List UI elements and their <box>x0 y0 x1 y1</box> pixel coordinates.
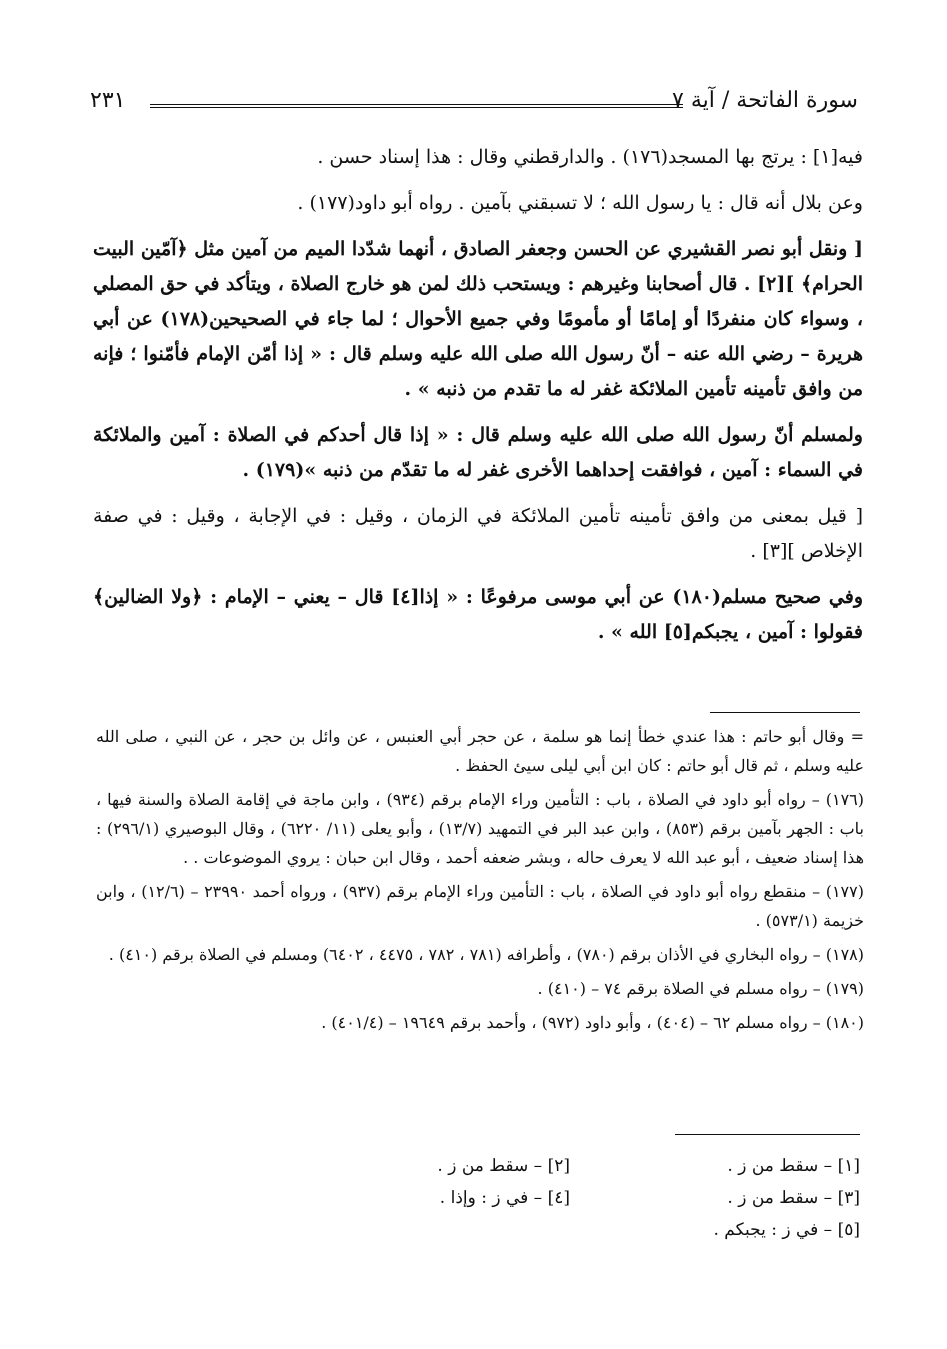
editor-notes-row <box>280 1182 860 1214</box>
footnote-rule <box>710 712 860 713</box>
header-rule <box>150 104 683 108</box>
paragraph: [ قيل بمعنى من وافق تأمينه تأمين الملائكة في الزمان ، وقيل : في الإجابة ، وقيل : في صفة الإخلاص ][٣] . <box>93 505 863 562</box>
footnote: (١٧٩) – رواه مسلم في الصلاة برقم ٧٤ – (٤١٠) . <box>537 979 864 998</box>
paragraph: ولمسلم أنّ رسول الله صلى الله عليه وسلم قال : « إذا قال أحدكم في الصلاة : آمين والملائكة في السماء : آمين ، فوافقت إحداهما الأخرى غفر له ما تقدّم من ذنبه »(١٧٩) . <box>93 424 863 481</box>
paragraph: وعن بلال أنه قال : يا رسول الله ؛ لا تسبقني بآمين . رواه أبو داود(١٧٧) . <box>297 192 863 214</box>
editor-note: [١] – سقط من ز . <box>727 1156 860 1176</box>
editor-note: [٢] – سقط من ز . <box>437 1156 570 1176</box>
editor-notes-rule <box>675 1134 860 1135</box>
editor-notes-row <box>280 1214 860 1246</box>
editor-note: [٤] – في ز : وإذا . <box>439 1188 570 1208</box>
footnote: (١٨٠) – رواه مسلم ٦٢ – (٤٠٤) ، وأبو داود (٩٧٢) ، وأحمد برقم ١٩٦٤٩ – (٤٠١/٤) . <box>321 1013 864 1032</box>
paragraph: وفي صحيح مسلم(١٨٠) عن أبي موسى مرفوعًا : « إذا[٤] قال – يعني – الإمام : ﴿ولا الضالين﴾ فقولوا : آمين ، يجبكم[٥] الله » . <box>93 586 864 643</box>
paragraph: فيه[١] : يرتج بها المسجد(١٧٦) . والدارقطني وقال : هذا إسناد حسن . <box>317 146 863 168</box>
footnote: (١٧٧) – منقطع رواه أبو داود في الصلاة ، باب : التأمين وراء الإمام برقم (٩٣٧) ، ورواه أحمد ٢٣٩٩٠ – (١٢/٦) ، وابن خزيمة (٥٧٣/١) . <box>96 882 864 930</box>
editor-note: [٥] – في ز : يجبكم . <box>713 1220 860 1240</box>
footnotes <box>96 722 864 1042</box>
editor-notes <box>280 1150 860 1246</box>
editor-notes-row <box>280 1150 860 1182</box>
footnote: (١٧٨) – رواه البخاري في الأذان برقم (٧٨٠) ، وأطرافه (٧٨١ ، ٧٨٢ ، ٤٤٧٥ ، ٦٤٠٢) ومسلم في الصلاة برقم (٤١٠) . <box>108 945 864 964</box>
running-title: سورة الفاتحة / آية ٧ <box>672 88 858 113</box>
page-header <box>90 86 858 126</box>
main-text <box>93 140 863 661</box>
page-number: ٢٣١ <box>90 88 126 113</box>
footnote: (١٧٦) – رواه أبو داود في الصلاة ، باب : التأمين وراء الإمام برقم (٩٣٤) ، وابن ماجة في إقامة الصلاة والسنة فيها ، باب : الجهر بآمين برقم (٨٥٣) ، وابن عبد البر في التمهيد (١٣/٧) ، وأبو يعلى (١١/ ٦٢٢٠) ، وقال البوصيري (٢٩٦/١) : هذا إسناد ضعيف ، أبو عبد الله لا يعرف حاله ، وبشر ضعفه أحمد ، وقال ابن حبان : يروي الموضوعات . . <box>96 790 865 867</box>
footnote: = وقال أبو حاتم : هذا عندي خطأ إنما هو سلمة ، عن حجر أبي العنبس ، عن وائل بن حجر ، عن النبي ، صلى الله عليه وسلم ، ثم قال أبو حاتم : كان ابن أبي ليلى سيئ الحفظ . <box>96 727 864 775</box>
editor-note: [٣] – سقط من ز . <box>727 1188 860 1208</box>
paragraph: [ ونقل أبو نصر القشيري عن الحسن وجعفر الصادق ، أنهما شدّدا الميم من آمين مثل ﴿آمّين البيت الحرام﴾ ][٢] . قال أصحابنا وغيرهم : ويستحب ذلك لمن هو خارج الصلاة ، ويتأكد في حق المصلي ، وسواء كان منفردًا أو إمامًا أو مأمومًا وفي جميع الأحوال ؛ لما جاء في الصحيحين(١٧٨) عن أبي هريرة – رضي الله عنه – أنّ رسول الله صلى الله عليه وسلم قال : « إذا أمّن الإمام فأمّنوا ؛ فإنه من وافق تأمينه تأمين الملائكة غفر له ما تقدم من ذنبه » . <box>93 238 863 400</box>
